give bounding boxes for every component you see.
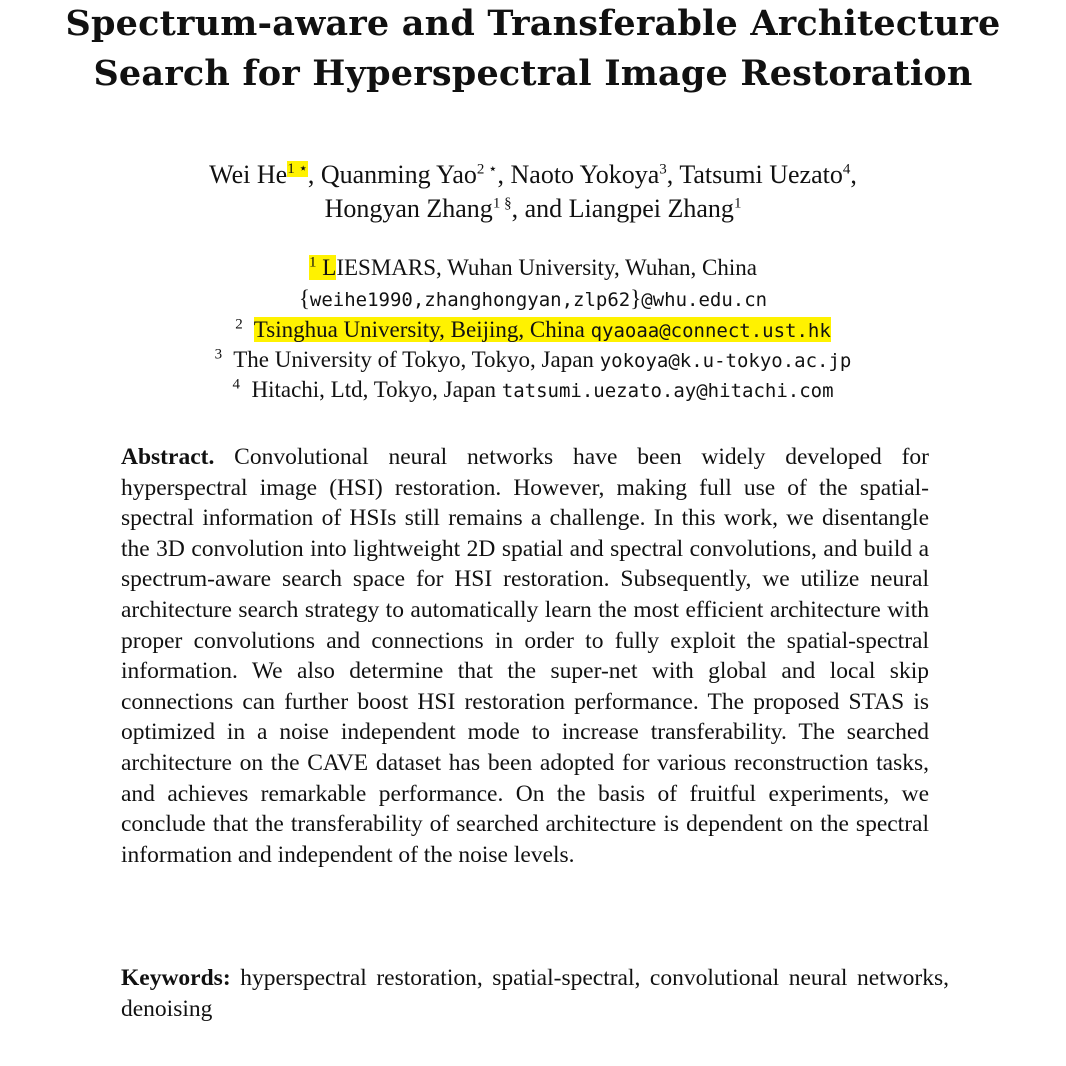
author-line-2 xyxy=(0,192,1066,226)
paper-title-line-1: Spectrum-aware and Transferable Architecture xyxy=(65,3,1001,44)
author-affiliation-mark: 2 ⋆ xyxy=(476,161,498,178)
paper-title-line-2: Search for Hyperspectral Image Restoration xyxy=(93,53,973,94)
affiliation-number: 2 xyxy=(235,316,243,333)
email-address: tatsumi.uezato.ay@hitachi.com xyxy=(501,380,834,402)
affiliation-number: 3 xyxy=(214,346,223,363)
affiliation-1 xyxy=(0,253,1066,283)
author-name: , Naoto Yokoya xyxy=(497,160,660,189)
author-name: , Quanming Yao xyxy=(307,160,477,189)
author-name: , Tatsumi Uezato xyxy=(666,160,843,189)
author-separator: , xyxy=(850,160,857,189)
author-affiliation-mark: 1 ⋆ xyxy=(287,161,308,178)
email-domain: @whu.edu.cn xyxy=(641,289,768,311)
author-affiliation-mark: 1 xyxy=(733,195,742,212)
affiliation-2 xyxy=(0,315,1066,346)
affiliation-text: Hitachi, Ltd, Tokyo, Japan xyxy=(251,377,502,402)
affiliation-4 xyxy=(0,375,1066,406)
abstract-label: Abstract. xyxy=(121,444,215,470)
abstract-text: Convolutional neural networks have been widely developed for hyperspectral image (HSI) restoration. However, making full use of the spatial-spectral information of HSIs still remains a challenge. In this work, we disentangle the 3D convolution into lightweight 2D spatial and spectral convolutions, and build a spectrum-aware search space for HSI restoration. Subsequently, we utilize neural architecture search strategy to automatically learn the most efficient architecture with proper convolutions and connections in order to fully exploit the spatial-spectral information. We also determine that the super-net with global and local skip connections can further boost HSI restoration performance. The proposed STAS is optimized in a noise independent mode to increase transferability. The searched architecture on the CAVE dataset has been adopted for various reconstruction tasks, and achieves remarkable performance. On the basis of fruitful experiments, we conclude that the transferability of searched architecture is dependent on the spectral information and independent of the noise levels. xyxy=(121,444,930,868)
affiliation-text: The University of Tokyo, Tokyo, Japan xyxy=(233,347,600,372)
author-line-1 xyxy=(0,158,1066,192)
keywords-label: Keywords: xyxy=(121,965,231,991)
author-name: Hongyan Zhang xyxy=(324,194,493,223)
email-address: weihe1990,zhanghongyan,zlp62 xyxy=(309,289,631,311)
keywords xyxy=(121,963,949,1024)
affiliation-number: 1 xyxy=(309,254,317,271)
email-address: yokoya@k.u-tokyo.ac.jp xyxy=(599,350,852,372)
author-affiliation-mark: 1 § xyxy=(492,195,512,212)
author-affiliation-mark: 3 xyxy=(659,161,667,178)
author-name: Wei He xyxy=(209,160,288,189)
affiliation-highlight: $^1$ L xyxy=(309,254,337,280)
affiliation-highlight xyxy=(254,317,831,342)
author-name: , and Liangpei Zhang xyxy=(511,194,734,223)
affiliation-1-emails: {weihe1990,zhanghongyan,zlp62}@whu.edu.cn xyxy=(298,286,768,311)
email-address: qyaoaa@connect.ust.hk xyxy=(590,320,831,342)
affiliation-text: IESMARS, Wuhan University, Wuhan, China xyxy=(336,255,757,280)
affiliation-3 xyxy=(0,345,1066,376)
author-affiliation-mark: 4 xyxy=(842,161,851,178)
abstract xyxy=(121,442,929,870)
keywords-text: hyperspectral restoration, spatial-spectral, convolutional neural networks, denoising xyxy=(121,965,950,1022)
affiliation-number: 4 xyxy=(232,376,240,393)
affiliation-text: Tsinghua University, Beijing, China xyxy=(253,317,591,342)
